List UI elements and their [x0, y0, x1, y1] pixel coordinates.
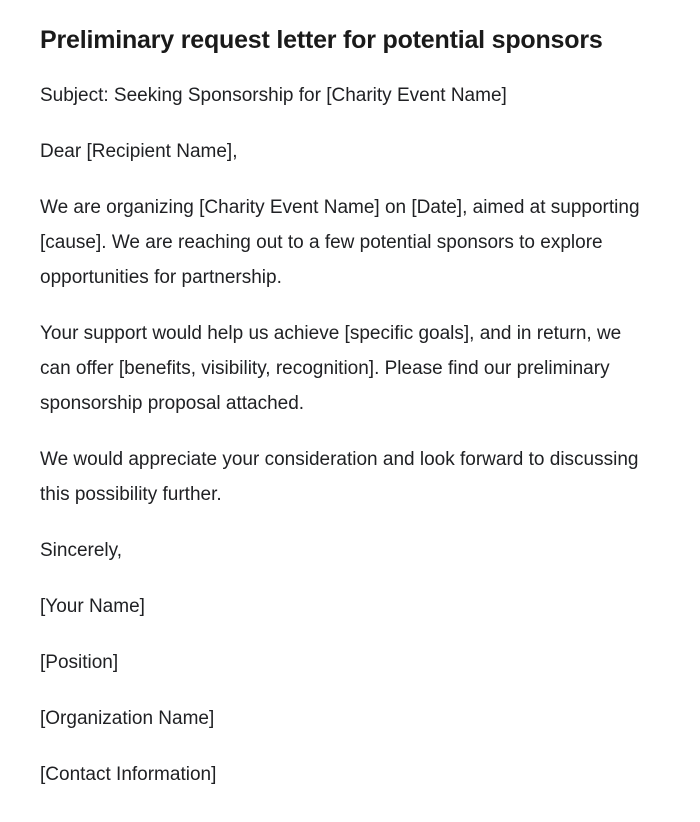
signature-position: [Position] [40, 652, 119, 673]
page-title: Preliminary request letter for potential sponsors [40, 26, 603, 54]
signature-organization: [Organization Name] [40, 708, 215, 729]
signature-contact: [Contact Information] [40, 764, 217, 785]
salutation: Dear [Recipient Name], [40, 141, 238, 162]
subject-line: Subject: Seeking Sponsorship for [Charity Event Name] [40, 85, 507, 106]
body-paragraph-1: We are organizing [Charity Event Name] on [Date], aimed at supporting [cause]. We are reaching out to a few potential sponsors to explore opportunities for partnership. [40, 197, 640, 288]
body-paragraph-2: Your support would help us achieve [specific goals], and in return, we can offer [benefits, visibility, recognition]. Please find our preliminary sponsorship proposal attached. [40, 323, 622, 414]
letter-body [40, 78, 645, 792]
body-paragraph-3: We would appreciate your consideration and look forward to discussing this possibility further. [40, 449, 639, 505]
closing-salutation: Sincerely, [40, 540, 123, 561]
signature-name: [Your Name] [40, 596, 145, 617]
